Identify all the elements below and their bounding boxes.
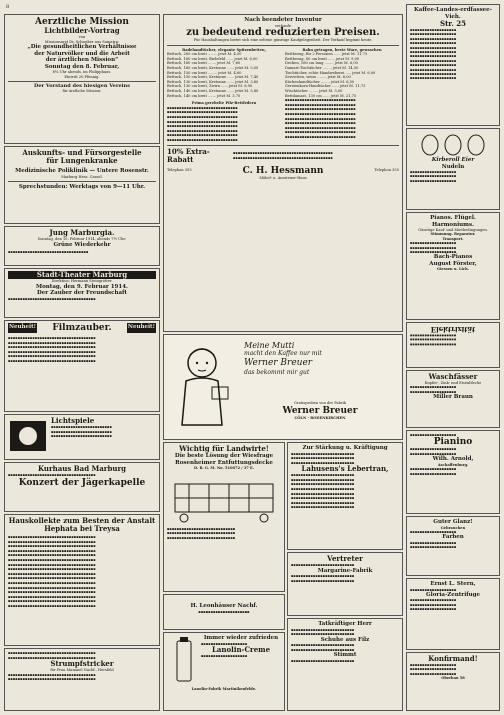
kaffee-title: Kaffee-Landes-erdfassee-Vieh. bbox=[414, 7, 492, 20]
mission-line: 8¼ Uhr abends, im Philipphaus. bbox=[52, 70, 112, 75]
strumpf-note: für Frau Mammel Nachf., Hersfeld bbox=[50, 668, 114, 673]
jung-text: Sonntag, den 15. Februar 1914, abends 7½ Uhr: bbox=[37, 237, 127, 241]
auskunft-ad bbox=[4, 146, 160, 224]
konzert-title: Konzert der Jägerkapelle bbox=[18, 477, 146, 488]
breuer-script-3: das bekommt mir gut bbox=[244, 369, 310, 376]
gruene-wiederkehr: Grüne Wiederkehr bbox=[53, 241, 111, 248]
kaffee-price: Str. 25 bbox=[440, 19, 466, 28]
tatkraeftig-ad: Tatkräftiger Herr ▪▪▪▪▪▪▪▪▪▪▪▪▪▪▪▪▪▪▪▪▪▪▪▪▪▪ ▪▪▪▪▪▪▪▪▪▪▪▪▪▪▪▪▪▪▪▪▪▪▪▪▪▪ Schuhe aus Filz ▪▪▪▪▪▪▪▪▪▪▪▪▪▪▪▪▪▪▪▪▪▪▪▪▪▪ ▪▪▪▪▪▪▪▪▪▪▪▪▪▪▪▪▪▪▪▪▪▪▪▪▪▪ Stimmt ▪▪▪▪▪▪▪▪▪▪▪▪▪▪▪▪▪▪▪▪▪▪▪▪▪▪ bbox=[287, 618, 403, 711]
inventur-ad: Nach beendeter Inventur verkaufe zu bedeutend reduzierten Preisen. Für Haushaltungen bietet sich eine seltene günstige Kaufgelegenheit. Der Verkauf beginnt heute. Badehandtücher, elegante Spitzenbetten, Bettuch, 200 cm breit ........ jetzt M. 4,50 Bettuch, 180 cm breit, Bielefeld ...... jetzt M. 6,00 Bettuch, 160 cm breit ....... jetzt M. 7,60 Bettuch, 160 cm breit, Kretonne ...... jetzt M. 5,00 Bettuch, 150 cm breit ........ jetzt M. 4,60 Bettuch, 150 cm breit, Kretonne ...... jetzt M. 7,40 Bettuch, 130 cm breit, Kretonne ...... jetzt M. 3,80 Bettuch, 130 cm breit, Zwirn ...... jetzt M. 8,90 Bettuch, 140 cm breit, Kretonne ...... jetzt M. 5,80 Bettuch, 140 cm breit ....... jetzt M. 3,75 Prima gerebelte Pilz-Bettfedern ▪▪▪▪▪▪▪▪▪▪▪▪▪▪▪▪▪▪▪▪▪▪▪▪▪▪▪▪▪ ▪▪▪▪▪▪▪▪▪▪▪▪▪▪▪▪▪▪▪▪▪▪▪▪▪▪▪▪▪ ▪▪▪▪▪▪▪▪▪▪▪▪▪▪▪▪▪▪▪▪▪▪▪▪▪▪▪▪▪ ▪▪▪▪▪▪▪▪▪▪▪▪▪▪▪▪▪▪▪▪▪▪▪▪▪▪▪▪▪ ▪▪▪▪▪▪▪▪▪▪▪▪▪▪▪▪▪▪▪▪▪▪▪▪▪▪▪▪▪ ▪▪▪▪▪▪▪▪▪▪▪▪▪▪▪▪▪▪▪▪▪▪▪▪▪▪▪▪▪ ▪▪▪▪▪▪▪▪▪▪▪▪▪▪▪▪▪▪▪▪▪▪▪▪▪▪▪▪▪ ▪▪▪▪▪▪▪▪▪▪▪▪▪▪▪▪▪▪▪▪▪▪▪▪▪▪▪▪▪ Bahn getragen, beste Ware, gewaschen Bettbezug, für 2 Personen ...... jetzt M. 11,75 Bettbezug, 80 cm breit ...... jetzt M. 9,00 Decken, 160 cm lang ........ jetzt M. 6,00 Damast-Tischtücher ........ jetzt M. 14,50 Tischtücher, echte Handweberei ..... jetzt M. 6,00 Servietten, weiss ........ jetzt M. 6,00 Küchenhandtücher ........ jetzt M. 6,50 Gerstenkorn-Handtücher ...... jetzt M. 11,75 Wischtücher ........ jetzt M. 3,00 Bettdamast, 130 cm ...... jetzt M. 21,75 ▪▪▪▪▪▪▪▪▪▪▪▪▪▪▪▪▪▪▪▪▪▪▪▪▪▪▪▪▪ ▪▪▪▪▪▪▪▪▪▪▪▪▪▪▪▪▪▪▪▪▪▪▪▪▪▪▪▪▪ ▪▪▪▪▪▪▪▪▪▪▪▪▪▪▪▪▪▪▪▪▪▪▪▪▪▪▪▪▪ ▪▪▪▪▪▪▪▪▪▪▪▪▪▪▪▪▪▪▪▪▪▪▪▪▪▪▪▪▪ ▪▪▪▪▪▪▪▪▪▪▪▪▪▪▪▪▪▪▪▪▪▪▪▪▪▪▪▪▪ ▪▪▪▪▪▪▪▪▪▪▪▪▪▪▪▪▪▪▪▪▪▪▪▪▪▪▪▪▪ ▪▪▪▪▪▪▪▪▪▪▪▪▪▪▪▪▪▪▪▪▪▪▪▪▪▪▪▪▪ ▪▪▪▪▪▪▪▪▪▪▪▪▪▪▪▪▪▪▪▪▪▪▪▪▪▪▪▪▪ ▪▪▪▪▪▪▪▪▪▪▪▪▪▪▪▪▪▪▪▪▪▪▪▪▪▪▪▪▪ 10% Extra-Rabatt ▪▪▪▪▪▪▪▪▪▪▪▪▪▪▪▪▪▪▪▪▪▪▪▪▪▪▪▪▪▪▪▪▪▪▪▪▪▪▪▪▪ ▪▪▪▪▪▪▪▪▪▪▪▪▪▪▪▪▪▪▪▪▪▪▪▪▪▪▪▪▪▪▪▪▪▪▪▪▪▪▪▪▪ Telephon 355 C. H. Hessmann Telephon 355 Möbel- u. Aussteuer-Haus bbox=[163, 14, 403, 332]
price-item: Bettuch, 130 cm breit, Kretonne ...... jetzt M. 3,80 bbox=[167, 79, 259, 84]
gloria-zentrifuge: Gloria-Zentrifuge bbox=[425, 591, 481, 598]
price-item: Bettuch, 180 cm breit, Bielefeld ...... jetzt M. 6,00 bbox=[167, 56, 258, 61]
wilh-arnold: Wilh. Arnold, bbox=[432, 456, 474, 463]
telephon-left: Telephon 355 bbox=[167, 168, 192, 173]
eier-ad: Kirberoll Eier Nudeln ▪▪▪▪▪▪▪▪▪▪▪▪▪▪▪▪▪▪▪ ▪▪▪▪▪▪▪▪▪▪▪▪▪▪▪▪▪▪▪ ▪▪▪▪▪▪▪▪▪▪▪▪▪▪▪▪▪▪▪ bbox=[406, 128, 500, 210]
mission-line: von bbox=[78, 35, 86, 39]
inventur-headline: zu bedeutend reduzierten Preisen. bbox=[186, 27, 380, 39]
aschaffenburg: Aschaffenburg. bbox=[437, 462, 469, 467]
stimmt-title: Stimmt bbox=[333, 652, 357, 659]
glanz-ad: Guter Glanz! Gebrauchen ▪▪▪▪▪▪▪▪▪▪▪▪▪▪▪▪▪▪▪ Farben ▪▪▪▪▪▪▪▪▪▪▪▪▪▪▪▪▪▪▪ ▪▪▪▪▪▪▪▪▪▪▪▪▪▪▪▪▪▪▪ bbox=[406, 516, 500, 576]
tube-icon bbox=[169, 637, 199, 685]
stadttheater-date: Montag, den 9. Februar 1914. bbox=[36, 283, 128, 290]
eier-title: Kirberoll Eier bbox=[431, 157, 475, 163]
strumpf-title: Strumpfstricker bbox=[50, 659, 114, 669]
pianos-transport: Transport. bbox=[442, 236, 464, 241]
inventur-left-column: Badehandtücher, elegante Spitzenbetten, Bettuch, 200 cm breit ........ jetzt M. 4,50 Bettuch, 180 cm breit, Bielefeld ...... jetzt M. 6,00 Bettuch, 160 cm breit ....... jetzt M. 7,60 Bettuch, 160 cm breit, Kretonne ...... jetzt M. 5,00 Bettuch, 150 cm breit ........ jetzt M. 4,60 Bettuch, 150 cm breit, Kretonne ...... jetzt M. 7,40 Bettuch, 130 cm breit, Kretonne ...... jetzt M. 3,80 Bettuch, 130 cm breit, Zwirn ...... jetzt M. 8,90 Bettuch, 140 cm breit, Kretonne ...... jetzt M. 5,80 Bettuch, 140 cm breit ....... jetzt M. 3,75 Prima gerebelte Pilz-Bettfedern ▪▪▪▪▪▪▪▪▪▪▪▪▪▪▪▪▪▪▪▪▪▪▪▪▪▪▪▪▪ ▪▪▪▪▪▪▪▪▪▪▪▪▪▪▪▪▪▪▪▪▪▪▪▪▪▪▪▪▪ ▪▪▪▪▪▪▪▪▪▪▪▪▪▪▪▪▪▪▪▪▪▪▪▪▪▪▪▪▪ ▪▪▪▪▪▪▪▪▪▪▪▪▪▪▪▪▪▪▪▪▪▪▪▪▪▪▪▪▪ ▪▪▪▪▪▪▪▪▪▪▪▪▪▪▪▪▪▪▪▪▪▪▪▪▪▪▪▪▪ ▪▪▪▪▪▪▪▪▪▪▪▪▪▪▪▪▪▪▪▪▪▪▪▪▪▪▪▪▪ ▪▪▪▪▪▪▪▪▪▪▪▪▪▪▪▪▪▪▪▪▪▪▪▪▪▪▪▪▪ ▪▪▪▪▪▪▪▪▪▪▪▪▪▪▪▪▪▪▪▪▪▪▪▪▪▪▪▪▪ bbox=[167, 48, 281, 143]
mission-line: Eintritt 20 Pfennig. bbox=[64, 74, 100, 79]
machine-illustration-icon bbox=[169, 474, 279, 524]
left-heading: Badehandtücher, elegante Spitzenbetten, bbox=[182, 47, 266, 52]
giessen: Giessen u. Lich. bbox=[437, 267, 469, 272]
auskunft-city: Marburg Hess. Cassel. bbox=[61, 174, 103, 179]
price-item: Bettuch, 150 cm breit ........ jetzt M. 4,60 bbox=[167, 70, 242, 75]
pianino-ad: ▪▪▪▪▪▪▪▪▪▪▪▪▪▪▪▪▪▪▪ Pianino ▪▪▪▪▪▪▪▪▪▪▪▪▪▪▪▪▪▪▪ ▪▪▪▪▪▪▪▪▪▪▪▪▪▪▪▪▪▪▪ Wilh. Arnold, Aschaffenburg. ▪▪▪▪▪▪▪▪▪▪▪▪▪▪▪▪▪▪▪ ▪▪▪▪▪▪▪▪▪▪▪▪▪▪▪▪▪▪▪ bbox=[406, 430, 500, 514]
landwirte-sub2: Rosenheimer Entfuttungsdecke bbox=[175, 459, 273, 466]
child-illustration-icon bbox=[168, 341, 238, 429]
waschfaesser-title: Waschfässer bbox=[428, 372, 478, 381]
price-item: Bettbezug, für 2 Personen ...... jetzt M. 11,75 bbox=[285, 52, 368, 57]
lanolin-title: Lanolin-Creme bbox=[211, 645, 271, 655]
price-item: Bettbezug, 80 cm breit ...... jetzt M. 9,00 bbox=[285, 56, 360, 61]
price-item: Küchenhandtücher ........ jetzt M. 6,50 bbox=[285, 79, 355, 84]
elektrizitaet-title: Elektrizität bbox=[430, 325, 476, 334]
bach-pianos: Bach-Pianos bbox=[433, 254, 473, 261]
price-item: Bettuch, 150 cm breit, Kretonne ...... jetzt M. 7,40 bbox=[167, 75, 259, 80]
pianos-stimmung: Stimmung. Reparatur. bbox=[430, 232, 476, 237]
sprechstunden: Sprechstunden: Werktags von 9—11 Uhr. bbox=[18, 184, 146, 191]
mission-date: Sonntag den 8. Februar, bbox=[44, 63, 120, 70]
inventur-header: Nach beendeter Inventur bbox=[244, 17, 322, 23]
lanolin-ad: Immer wieder zufrieden ▪▪▪▪▪▪▪▪▪▪▪▪▪▪▪▪▪▪▪ Lanolin-Creme ▪▪▪▪▪▪▪▪▪▪▪▪▪▪▪▪▪▪▪ Lanolin-Fabrik Martinikenfelde. bbox=[163, 632, 285, 711]
miller-braun: Miller Braun bbox=[433, 394, 473, 401]
telephon-right: Telephon 355 bbox=[374, 168, 399, 173]
breuer-ad bbox=[163, 334, 403, 440]
price-item: Bettuch, 140 cm breit ....... jetzt M. 3,75 bbox=[167, 93, 241, 98]
neuheit-right: Neuheit! bbox=[127, 323, 156, 333]
lebertran-ad: Zur Stärkung u. Kräftigung ▪▪▪▪▪▪▪▪▪▪▪▪▪▪▪▪▪▪▪▪▪▪▪▪▪▪ ▪▪▪▪▪▪▪▪▪▪▪▪▪▪▪▪▪▪▪▪▪▪▪▪▪▪ ▪▪▪▪▪▪▪▪▪▪▪▪▪▪▪▪▪▪▪▪▪▪▪▪▪▪ Lahusens's Lebertran, ▪▪▪▪▪▪▪▪▪▪▪▪▪▪▪▪▪▪▪▪▪▪▪▪▪▪ ▪▪▪▪▪▪▪▪▪▪▪▪▪▪▪▪▪▪▪▪▪▪▪▪▪▪ ▪▪▪▪▪▪▪▪▪▪▪▪▪▪▪▪▪▪▪▪▪▪▪▪▪▪ ▪▪▪▪▪▪▪▪▪▪▪▪▪▪▪▪▪▪▪▪▪▪▪▪▪▪ ▪▪▪▪▪▪▪▪▪▪▪▪▪▪▪▪▪▪▪▪▪▪▪▪▪▪ ▪▪▪▪▪▪▪▪▪▪▪▪▪▪▪▪▪▪▪▪▪▪▪▪▪▪ ▪▪▪▪▪▪▪▪▪▪▪▪▪▪▪▪▪▪▪▪▪▪▪▪▪▪ ▪▪▪▪▪▪▪▪▪▪▪▪▪▪▪▪▪▪▪▪▪▪▪▪▪▪ bbox=[287, 442, 403, 550]
mission-ad bbox=[4, 14, 160, 144]
leonhauser-name: H. Leonhäuser Nachf. bbox=[190, 603, 258, 609]
breuer-city: CÖLN - RODENKIRCHEN bbox=[294, 415, 346, 420]
filmzauber-ad: Neuheit! Filmzauber. Neuheit! ▪▪▪▪▪▪▪▪▪▪▪▪▪▪▪▪▪▪▪▪▪▪▪▪▪▪▪▪▪▪▪▪▪▪▪▪ ▪▪▪▪▪▪▪▪▪▪▪▪▪▪▪▪▪▪▪▪▪▪▪▪▪▪▪▪▪▪▪▪▪▪▪▪ ▪▪▪▪▪▪▪▪▪▪▪▪▪▪▪▪▪▪▪▪▪▪▪▪▪▪▪▪▪▪▪▪▪▪▪▪ ▪▪▪▪▪▪▪▪▪▪▪▪▪▪▪▪▪▪▪▪▪▪▪▪▪▪▪▪▪▪▪▪▪▪▪▪ ▪▪▪▪▪▪▪▪▪▪▪▪▪▪▪▪▪▪▪▪▪▪▪▪▪▪▪▪▪▪▪▪▪▪▪▪ ▪▪▪▪▪▪▪▪▪▪▪▪▪▪▪▪▪▪▪▪▪▪▪▪▪▪▪▪▪▪▪▪▪▪▪▪ bbox=[4, 320, 160, 412]
price-item: Bettuch, 130 cm breit, Zwirn ...... jetzt M. 8,90 bbox=[167, 84, 253, 89]
mission-line: Missionsarzt Dr. Schreiber aus Sumatra: bbox=[44, 39, 120, 44]
mission-board: Der Vorstand des hiesigen Vereins bbox=[33, 83, 130, 90]
oberbau: Oberbau 58 bbox=[441, 676, 465, 681]
breuer-script-2: macht den Kaffee nur mit bbox=[244, 350, 322, 357]
waschfaesser-ad: Waschfässer Kupfer-, Zink- und Eisenbleche ▪▪▪▪▪▪▪▪▪▪▪▪▪▪▪▪▪▪▪ ▪▪▪▪▪▪▪▪▪▪▪▪▪▪▪▪▪▪▪ Miller Braun bbox=[406, 370, 500, 428]
elektrizitaet-ad: Elektrizität ▪▪▪▪▪▪▪▪▪▪▪▪▪▪▪▪▪▪▪ ▪▪▪▪▪▪▪▪▪▪▪▪▪▪▪▪▪▪▪ ▪▪▪▪▪▪▪▪▪▪▪▪▪▪▪▪▪▪▪ bbox=[406, 322, 500, 368]
lichtspiele-title: Lichtspiele bbox=[51, 416, 95, 425]
jung-marburgia-ad: Jung Marburgia. Sonntag, den 15. Februar 1914, abends 7½ Uhr: Grüne Wiederkehr ▪▪▪▪▪▪▪▪▪▪▪▪▪▪▪▪▪▪▪▪▪▪▪▪▪▪▪▪▪▪▪▪▪ bbox=[4, 226, 160, 266]
inventur-verkaufe: verkaufe bbox=[275, 23, 291, 28]
eier-sub: Nudeln bbox=[441, 163, 465, 170]
auskunft-title-2: für Lungenkranke bbox=[46, 156, 118, 165]
lichtspiele-ad: Lichtspiele ▪▪▪▪▪▪▪▪▪▪▪▪▪▪▪▪▪▪▪▪▪▪▪▪▪ ▪▪▪▪▪▪▪▪▪▪▪▪▪▪▪▪▪▪▪▪▪▪▪▪▪ ▪▪▪▪▪▪▪▪▪▪▪▪▪▪▪▪▪▪▪▪▪▪▪▪▪ bbox=[4, 414, 160, 460]
strumpf-ad: ▪▪▪▪▪▪▪▪▪▪▪▪▪▪▪▪▪▪▪▪▪▪▪▪▪▪▪▪▪▪▪▪▪▪▪▪ ▪▪▪▪▪▪▪▪▪▪▪▪▪▪▪▪▪▪▪▪▪▪▪▪▪▪▪▪▪▪▪▪▪▪▪▪ Strumpfstricker für Frau Mammel Nachf., Hersfeld ▪▪▪▪▪▪▪▪▪▪▪▪▪▪▪▪▪▪▪▪▪▪▪▪▪▪▪▪▪▪▪▪▪▪▪▪ ▪▪▪▪▪▪▪▪▪▪▪▪▪▪▪▪▪▪▪▪▪▪▪▪▪▪▪▪▪▪▪▪▪▪▪▪ bbox=[4, 648, 160, 711]
leonhauser-ad: H. Leonhäuser Nachf. ▪▪▪▪▪▪▪▪▪▪▪▪▪▪▪▪▪▪▪▪▪ bbox=[163, 594, 285, 630]
kurhaus-ad: Kurhaus Bad Marburg ▪▪▪▪▪▪▪▪▪▪▪▪▪▪▪▪▪▪▪▪▪▪▪▪▪▪▪▪▪▪▪▪▪▪▪▪ Konzert der Jägerkapelle bbox=[4, 462, 160, 512]
price-item: Damast-Tischtücher ........ jetzt M. 14,50 bbox=[285, 66, 359, 71]
price-item: Bettuch, 160 cm breit ....... jetzt M. 7,60 bbox=[167, 61, 241, 66]
stadttheater-title: Stadt-Theater Marburg bbox=[8, 271, 156, 279]
august-foerster: August Förster, bbox=[429, 260, 477, 267]
lanolin-sub: Lanolin-Fabrik Martinikenfelde. bbox=[191, 687, 257, 691]
stern-ad: Ernst L. Stern, ▪▪▪▪▪▪▪▪▪▪▪▪▪▪▪▪▪▪▪ Gloria-Zentrifuge ▪▪▪▪▪▪▪▪▪▪▪▪▪▪▪▪▪▪▪ ▪▪▪▪▪▪▪▪▪▪▪▪▪▪▪▪▪▪▪ ▪▪▪▪▪▪▪▪▪▪▪▪▪▪▪▪▪▪▪ bbox=[406, 578, 500, 650]
pianino-title: Pianino bbox=[433, 437, 473, 448]
price-item: Bettuch, 140 cm breit, Kretonne ...... jetzt M. 5,80 bbox=[167, 89, 259, 94]
hephata-ad: Hauskollekte zum Besten der Anstalt Hephata bei Treysa ▪▪▪▪▪▪▪▪▪▪▪▪▪▪▪▪▪▪▪▪▪▪▪▪▪▪▪▪▪▪▪▪▪▪▪▪ ▪▪▪▪▪▪▪▪▪▪▪▪▪▪▪▪▪▪▪▪▪▪▪▪▪▪▪▪▪▪▪▪▪▪▪▪ ▪▪▪▪▪▪▪▪▪▪▪▪▪▪▪▪▪▪▪▪▪▪▪▪▪▪▪▪▪▪▪▪▪▪▪▪ ▪▪▪▪▪▪▪▪▪▪▪▪▪▪▪▪▪▪▪▪▪▪▪▪▪▪▪▪▪▪▪▪▪▪▪▪ ▪▪▪▪▪▪▪▪▪▪▪▪▪▪▪▪▪▪▪▪▪▪▪▪▪▪▪▪▪▪▪▪▪▪▪▪ ▪▪▪▪▪▪▪▪▪▪▪▪▪▪▪▪▪▪▪▪▪▪▪▪▪▪▪▪▪▪▪▪▪▪▪▪ ▪▪▪▪▪▪▪▪▪▪▪▪▪▪▪▪▪▪▪▪▪▪▪▪▪▪▪▪▪▪▪▪▪▪▪▪ ▪▪▪▪▪▪▪▪▪▪▪▪▪▪▪▪▪▪▪▪▪▪▪▪▪▪▪▪▪▪▪▪▪▪▪▪ ▪▪▪▪▪▪▪▪▪▪▪▪▪▪▪▪▪▪▪▪▪▪▪▪▪▪▪▪▪▪▪▪▪▪▪▪ ▪▪▪▪▪▪▪▪▪▪▪▪▪▪▪▪▪▪▪▪▪▪▪▪▪▪▪▪▪▪▪▪▪▪▪▪ ▪▪▪▪▪▪▪▪▪▪▪▪▪▪▪▪▪▪▪▪▪▪▪▪▪▪▪▪▪▪▪▪▪▪▪▪ ▪▪▪▪▪▪▪▪▪▪▪▪▪▪▪▪▪▪▪▪▪▪▪▪▪▪▪▪▪▪▪▪▪▪▪▪ ▪▪▪▪▪▪▪▪▪▪▪▪▪▪▪▪▪▪▪▪▪▪▪▪▪▪▪▪▪▪▪▪▪▪▪▪ ▪▪▪▪▪▪▪▪▪▪▪▪▪▪▪▪▪▪▪▪▪▪▪▪▪▪▪▪▪▪▪▪▪▪▪▪ ▪▪▪▪▪▪▪▪▪▪▪▪▪▪▪▪▪▪▪▪▪▪▪▪▪▪▪▪▪▪▪▪▪▪▪▪ ▪▪▪▪▪▪▪▪▪▪▪▪▪▪▪▪▪▪▪▪▪▪▪▪▪▪▪▪▪▪▪▪▪▪▪▪ bbox=[4, 514, 160, 646]
gratis-proben: Gratisproben von der Fabrik bbox=[294, 401, 346, 405]
price-item: Servietten, weiss ........ jetzt M. 6,00 bbox=[285, 75, 351, 80]
mission-topic: der Naturvölker und die Arbeit bbox=[34, 50, 130, 57]
landwirte-sub: Die beste Lösung der Wiesfrage bbox=[174, 453, 274, 459]
company-sub: Möbel- u. Aussteuer-Haus bbox=[259, 175, 307, 180]
pianos-ad: Pianos. Flügel. Harmoniums. Günstige Kauf- und Mietbedingungen. Stimmung. Reparatur. Transport. ▪▪▪▪▪▪▪▪▪▪▪▪▪▪▪▪▪▪▪ ▪▪▪▪▪▪▪▪▪▪▪▪▪▪▪▪▪▪▪ ▪▪▪▪▪▪▪▪▪▪▪▪▪▪▪▪▪▪▪ Bach-Pianos August Förster, Giessen u. Lich. bbox=[406, 212, 500, 320]
extra-rabatt: 10% Extra-Rabatt bbox=[167, 146, 210, 164]
price-item: Bettuch, 200 cm breit ........ jetzt M. 4,50 bbox=[167, 52, 242, 57]
pianos-sub: Günstige Kauf- und Mietbedingungen. bbox=[418, 228, 488, 232]
stadttheater-ad: Stadt-Theater Marburg Direktion: Hermann Steingrötter. Montag, den 9. Februar 1914. Der Zauber der Freundschaft ▪▪▪▪▪▪▪▪▪▪▪▪▪▪▪▪▪▪▪▪▪▪▪▪▪▪▪▪▪▪▪▪▪▪▪▪ bbox=[4, 268, 160, 318]
projector-icon bbox=[8, 417, 48, 455]
landwirte-title: Wichtig für Landwirte! bbox=[179, 444, 269, 453]
pianos-title: Pianos. Flügel. Harmoniums. bbox=[430, 215, 476, 228]
page-number: 8 bbox=[6, 4, 10, 10]
company-name: C. H. Hessmann bbox=[242, 165, 324, 176]
auskunft-title: Auskunfts- und Fürsorgestelle bbox=[22, 148, 142, 157]
breuer-script-brand: Werner Breuer bbox=[244, 358, 313, 368]
filmzauber-title: Filmzauber. bbox=[52, 323, 112, 333]
stadttheater-play: Der Zauber der Freundschaft bbox=[37, 290, 127, 297]
konfirmand-ad: Konfirmand! ▪▪▪▪▪▪▪▪▪▪▪▪▪▪▪▪▪▪▪ ▪▪▪▪▪▪▪▪▪▪▪▪▪▪▪▪▪▪▪ ▪▪▪▪▪▪▪▪▪▪▪▪▪▪▪▪▪▪▪ Oberbau 58 bbox=[406, 652, 500, 711]
neuheit-left: Neuheit! bbox=[8, 323, 37, 333]
ernst-stern: Ernst L. Stern, bbox=[430, 581, 476, 587]
mission-topic: „Die gesundheitlichen Verhältnisse bbox=[27, 44, 137, 51]
tatkraeftig-title: Tatkräftiger Herr bbox=[318, 621, 372, 627]
immer-zufrieden: Immer wieder zufrieden bbox=[203, 635, 279, 641]
mission-line: für ärztliche Mission: bbox=[62, 89, 102, 94]
kurhaus-title: Kurhaus Bad Marburg bbox=[37, 464, 127, 473]
margarine-ad: Vertreter ▪▪▪▪▪▪▪▪▪▪▪▪▪▪▪▪▪▪▪▪▪▪▪▪▪▪ Margarine-Fabrik ▪▪▪▪▪▪▪▪▪▪▪▪▪▪▪▪▪▪▪▪▪▪▪▪▪▪ ▪▪▪▪▪▪▪▪▪▪▪▪▪▪▪▪▪▪▪▪▪▪▪▪▪▪ bbox=[287, 552, 403, 616]
waschfaesser-sub: Kupfer-, Zink- und Eisenbleche bbox=[424, 381, 482, 385]
price-item: Bettdamast, 130 cm ...... jetzt M. 21,75 bbox=[285, 93, 357, 98]
glanz-sub: Gebrauchen bbox=[440, 525, 466, 530]
schuhe-title: Schuhe aus Filz bbox=[320, 636, 370, 643]
kaffee-ad: Kaffee-Landes-erdfassee-Vieh. Str. 25 ▪▪▪▪▪▪▪▪▪▪▪▪▪▪▪▪▪▪▪ ▪▪▪▪▪▪▪▪▪▪▪▪▪▪▪▪▪▪▪ ▪▪▪▪▪▪▪▪▪▪▪▪▪▪▪▪▪▪▪ ▪▪▪▪▪▪▪▪▪▪▪▪▪▪▪▪▪▪▪ ▪▪▪▪▪▪▪▪▪▪▪▪▪▪▪▪▪▪▪ ▪▪▪▪▪▪▪▪▪▪▪▪▪▪▪▪▪▪▪ ▪▪▪▪▪▪▪▪▪▪▪▪▪▪▪▪▪▪▪ ▪▪▪▪▪▪▪▪▪▪▪▪▪▪▪▪▪▪▪ ▪▪▪▪▪▪▪▪▪▪▪▪▪▪▪▪▪▪▪ ▪▪▪▪▪▪▪▪▪▪▪▪▪▪▪▪▪▪▪ ▪▪▪▪▪▪▪▪▪▪▪▪▪▪▪▪▪▪▪ ▪▪▪▪▪▪▪▪▪▪▪▪▪▪▪▪▪▪▪ bbox=[406, 4, 500, 126]
vertreter-title: Vertreter bbox=[327, 554, 363, 563]
prima-heading: Prima gerebelte Pilz-Bettfedern bbox=[191, 101, 257, 106]
auskunft-place: Medizinische Poliklinik — Untere Rosenstr. bbox=[15, 168, 149, 174]
margarine-title: Margarine-Fabrik bbox=[317, 567, 373, 574]
lebertran-title: Lahusens's Lebertran, bbox=[301, 464, 389, 474]
hephata-title: Hauskollekte zum Besten der Anstalt Hephata bei Treysa bbox=[8, 516, 156, 533]
price-item: Wischtücher ........ jetzt M. 3,00 bbox=[285, 89, 343, 94]
jung-title: Jung Marburgia. bbox=[49, 228, 115, 237]
price-item: Bettuch, 160 cm breit, Kretonne ...... jetzt M. 5,00 bbox=[167, 66, 259, 71]
staerkung-title: Zur Stärkung u. Kräftigung bbox=[302, 445, 388, 451]
breuer-script-1: Meine Mutti bbox=[244, 341, 295, 350]
farben: Farben bbox=[442, 534, 464, 541]
price-item: Decken, 160 cm lang ........ jetzt M. 6,00 bbox=[285, 61, 358, 66]
mission-title: Aerztliche Mission bbox=[35, 17, 129, 27]
eggs-icon bbox=[410, 131, 496, 157]
konfirmand-title: Konfirmand! bbox=[428, 654, 478, 663]
breuer-name: Werner Breuer bbox=[282, 405, 358, 416]
inventur-sub: Für Haushaltungen bietet sich eine seltene günstige Kaufgelegenheit. Der Verkauf beginnt heute. bbox=[193, 38, 373, 43]
mission-topic: der ärztlichen Mission“ bbox=[45, 57, 119, 64]
mission-subtitle: Lichtbilder-Vortrag bbox=[44, 26, 120, 35]
price-item: Gerstenkorn-Handtücher ...... jetzt M. 11,75 bbox=[285, 84, 366, 89]
price-item: Tischtücher, echte Handweberei ..... jetzt M. 6,00 bbox=[285, 70, 376, 75]
landwirte-patent: D. R. G. M. No. 510872 / 37 E. bbox=[193, 466, 255, 470]
landwirte-ad: Wichtig für Landwirte! Die beste Lösung der Wiesfrage Rosenheimer Entfuttungsdecke D. R. G. M. No. 510872 / 37 E. ▪▪▪▪▪▪▪▪▪▪▪▪▪▪▪▪▪▪▪▪▪▪▪▪▪▪▪▪ ▪▪▪▪▪▪▪▪▪▪▪▪▪▪▪▪▪▪▪▪▪▪▪▪▪▪▪▪ ▪▪▪▪▪▪▪▪▪▪▪▪▪▪▪▪▪▪▪▪▪▪▪▪▪▪▪▪ bbox=[163, 442, 285, 592]
stadttheater-director: Direktion: Hermann Steingrötter. bbox=[51, 279, 113, 283]
inventur-right-column: Bahn getragen, beste Ware, gewaschen Bettbezug, für 2 Personen ...... jetzt M. 11,75 Bettbezug, 80 cm breit ...... jetzt M. 9,00 Decken, 160 cm lang ........ jetzt M. 6,00 Damast-Tischtücher ........ jetzt M. 14,50 Tischtücher, echte Handweberei ..... jetzt M. 6,00 Servietten, weiss ........ jetzt M. 6,00 Küchenhandtücher ........ jetzt M. 6,50 Gerstenkorn-Handtücher ...... jetzt M. 11,75 Wischtücher ........ jetzt M. 3,00 Bettdamast, 130 cm ...... jetzt M. 21,75 ▪▪▪▪▪▪▪▪▪▪▪▪▪▪▪▪▪▪▪▪▪▪▪▪▪▪▪▪▪ ▪▪▪▪▪▪▪▪▪▪▪▪▪▪▪▪▪▪▪▪▪▪▪▪▪▪▪▪▪ ▪▪▪▪▪▪▪▪▪▪▪▪▪▪▪▪▪▪▪▪▪▪▪▪▪▪▪▪▪ ▪▪▪▪▪▪▪▪▪▪▪▪▪▪▪▪▪▪▪▪▪▪▪▪▪▪▪▪▪ ▪▪▪▪▪▪▪▪▪▪▪▪▪▪▪▪▪▪▪▪▪▪▪▪▪▪▪▪▪ ▪▪▪▪▪▪▪▪▪▪▪▪▪▪▪▪▪▪▪▪▪▪▪▪▪▪▪▪▪ ▪▪▪▪▪▪▪▪▪▪▪▪▪▪▪▪▪▪▪▪▪▪▪▪▪▪▪▪▪ ▪▪▪▪▪▪▪▪▪▪▪▪▪▪▪▪▪▪▪▪▪▪▪▪▪▪▪▪▪ ▪▪▪▪▪▪▪▪▪▪▪▪▪▪▪▪▪▪▪▪▪▪▪▪▪▪▪▪▪ bbox=[285, 48, 399, 143]
glanz-title: Guter Glanz! bbox=[433, 519, 473, 525]
right-heading: Bahn getragen, beste Ware, gewaschen bbox=[302, 47, 382, 52]
